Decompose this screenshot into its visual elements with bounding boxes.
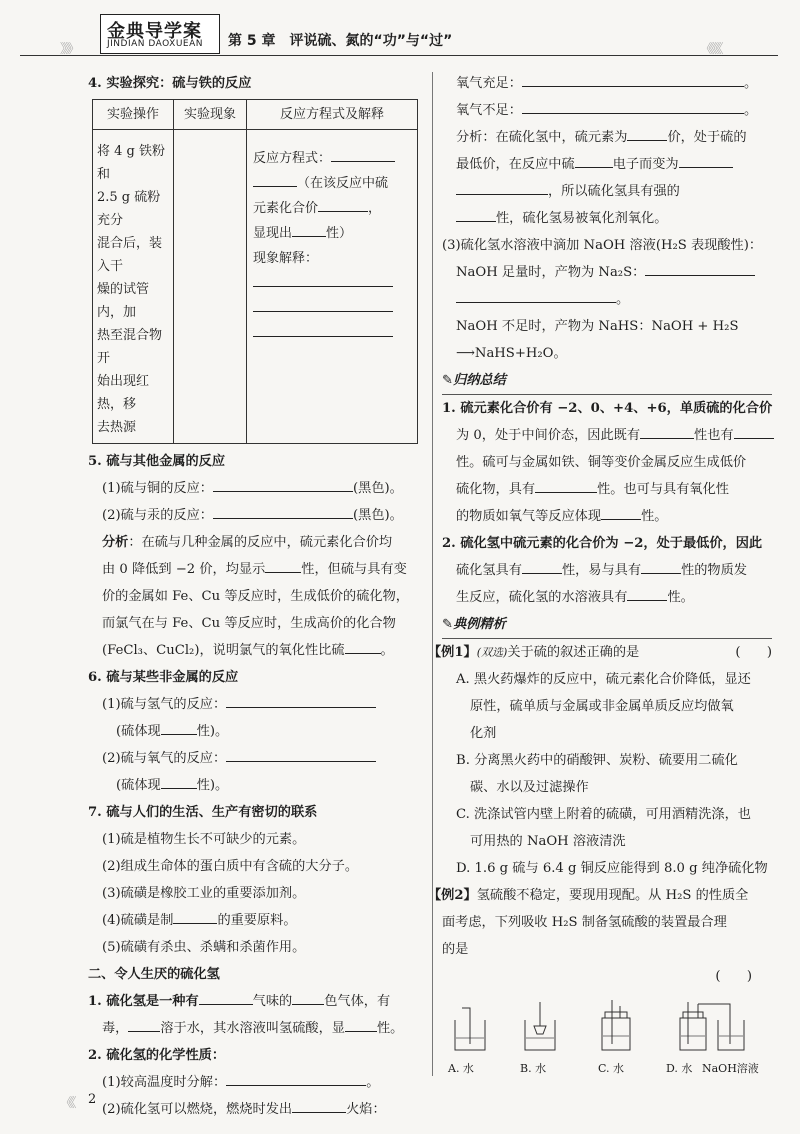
blank[interactable] (161, 720, 197, 735)
blank[interactable] (456, 207, 496, 222)
s7-item: 的重要原料。 (217, 913, 297, 928)
blank[interactable] (345, 639, 381, 654)
pen-icon: ✎ (442, 373, 454, 388)
answer-blank[interactable]: ( ) (735, 645, 772, 660)
summary-2: 生反应，硫化氢的水溶液具有 (456, 590, 628, 605)
blank[interactable] (627, 126, 667, 141)
header-chevron-left-icon: 》》》 (60, 42, 78, 57)
blank[interactable] (345, 1017, 377, 1032)
summary-1: 性也有 (694, 428, 734, 443)
o2-full: 氧气充足： (456, 76, 522, 91)
analysis-label: 分析 (102, 535, 129, 550)
s5-1-end: (黑色)。 (353, 481, 403, 496)
example-2-label: 【例2】 (428, 888, 477, 903)
op-line: 将 4 g 铁粉和 (97, 144, 165, 182)
option-a: 化剂 (470, 726, 497, 741)
apparatus-d (680, 1002, 744, 1050)
op-line: 燥的试管内，加 (97, 282, 150, 320)
example-1-question: 关于硫的叙述正确的是 (507, 645, 640, 660)
option-b: 碳、水以及过滤操作 (470, 780, 589, 795)
option-c[interactable]: C. 洗涤试管内壁上附着的硫磺，可用酒精洗涤，也 (456, 807, 751, 822)
blank[interactable] (292, 222, 326, 237)
example-2-question: 氢硫酸不稳定，要现用现配。从 H₂S 的性质全 (476, 888, 749, 903)
blank[interactable] (645, 261, 755, 276)
apparatus-b (525, 1002, 555, 1050)
p2-2: 2. 硫化氢的化学性质： (88, 1048, 226, 1063)
option-a-label: A. 水 (448, 1062, 474, 1075)
s7-item: (2)组成生命体的蛋白质中有含硫的大分子。 (102, 859, 359, 874)
h2s-naoh: 。 (616, 292, 630, 307)
blank[interactable] (253, 172, 297, 187)
h2s-naoh: NaOH 足量时，产物为 Na₂S： (456, 265, 646, 280)
p2-2-1: 。 (366, 1075, 380, 1090)
section-6-title: 6. 硫与某些非金属的反应 (88, 670, 239, 685)
part-2-title: 二、令人生厌的硫化氢 (88, 967, 220, 982)
summary-1: 的物质如氧气等反应体现 (456, 509, 602, 524)
chapter-title: 第 5 章 评说硫、氮的“功”与“过” (228, 33, 453, 49)
left-column (88, 70, 422, 1123)
blank[interactable] (522, 72, 744, 87)
op-line: 热至混合物开 (97, 328, 163, 366)
s7-item: (5)硫磺有杀虫、杀螨和杀菌作用。 (102, 940, 306, 955)
example-1-tag: (双选) (476, 646, 508, 659)
s6-2b: 性)。 (196, 778, 229, 793)
p2-2-2: (2)硫化氢可以燃烧，燃烧时发出 (102, 1102, 293, 1117)
s6-1b: 性)。 (196, 724, 229, 739)
eq-note: （在该反应中硫 (297, 176, 389, 191)
blank[interactable] (253, 297, 393, 312)
h2s-analysis: 价，处于硫的 (667, 130, 747, 145)
table-header-operation: 实验操作 (93, 100, 174, 130)
p2-1: 毒， (102, 1021, 129, 1036)
table-cell-phenomenon (174, 130, 247, 444)
option-a: 原性，硫单质与金属或非金属单质反应均做氧 (470, 699, 734, 714)
option-c-label: C. 水 (598, 1062, 625, 1075)
h2s-analysis: 最低价，在反应中硫 (456, 157, 575, 172)
s5-1: (1)硫与铜的反应： (102, 481, 213, 496)
blank[interactable] (535, 478, 597, 493)
s5-2: (2)硫与汞的反应： (102, 508, 213, 523)
p2-2-2: 火焰： (346, 1102, 386, 1117)
right-column (428, 70, 773, 990)
h2s-analysis: 电子而变为 (612, 157, 679, 172)
option-d[interactable]: D. 1.6 g 硫与 6.4 g 铜反应能得到 8.0 g 纯净硫化物 (456, 861, 768, 876)
page-number: 2 (88, 1092, 97, 1107)
option-b[interactable]: B. 分离黑火药中的硝酸钾、炭粉、硫要用二硫化 (456, 753, 738, 768)
blank[interactable] (522, 99, 744, 114)
blank[interactable] (292, 1098, 346, 1113)
blank[interactable] (226, 747, 376, 762)
p2-1: 溶于水，其水溶液叫氢硫酸，显 (160, 1021, 345, 1036)
apparatus-c (602, 1000, 630, 1050)
h2s-naoh: (3)硫化氢水溶液中滴加 NaOH 溶液(H₂S 表现酸性)： (442, 238, 763, 253)
o2-less: 氧气不足： (456, 103, 522, 118)
h2s-naoh: NaOH 不足时，产物为 NaHS：NaOH + H₂S (456, 319, 739, 334)
summary-2: 性，易与具有 (561, 563, 642, 578)
op-line: 2.5 g 硫粉充分 (97, 190, 161, 228)
blank[interactable] (173, 909, 217, 924)
blank[interactable] (213, 504, 353, 519)
op-line: 始出现红热，移 (97, 374, 150, 412)
s7-item: (3)硫磺是橡胶工业的重要添加剂。 (102, 886, 306, 901)
page-header (0, 0, 800, 64)
h2s-analysis: ，所以硫化氢具有强的 (548, 184, 680, 199)
blank[interactable] (734, 424, 774, 439)
option-b-label: B. 水 (520, 1062, 547, 1075)
analysis-text: 而氯气在与 Fe、Cu 等反应时，生成高价的化合物 (102, 616, 396, 631)
p2-2-1: (1)较高温度时分解： (102, 1075, 227, 1090)
option-d-label: D. 水 (666, 1062, 693, 1075)
p2-1: 色气体，有 (324, 994, 391, 1009)
summary-2: 2. 硫化氢中硫元素的化合价为 −2，处于最低价，因此 (442, 536, 763, 551)
blank[interactable] (199, 990, 253, 1005)
summary-2: 性的物质发 (681, 563, 747, 578)
s6-2b: (硫体现 (116, 778, 161, 793)
eq-note: 性） (326, 226, 353, 241)
eq-note: 元素化合价 (253, 201, 319, 216)
eq-label: 反应方程式： (253, 151, 332, 166)
summary-2: 性。 (667, 590, 694, 605)
s6-1b: (硫体现 (116, 724, 161, 739)
table-header-phenomenon: 实验现象 (174, 100, 247, 130)
op-line: 混合后，装入干 (97, 236, 163, 274)
option-a[interactable]: A. 黑火药爆炸的反应中，硫元素化合价降低，显还 (456, 672, 751, 687)
blank[interactable] (522, 559, 562, 574)
blank[interactable] (456, 288, 616, 303)
example-2-question: 面考虑，下列吸收 H₂S 制备氢硫酸的装置最合理 (442, 915, 727, 930)
blank[interactable] (627, 586, 667, 601)
summary-1: 性。也可与具有氧化性 (597, 482, 729, 497)
s6-1: (1)硫与氢气的反应： (102, 697, 227, 712)
header-chevron-right-icon: 《《《《 (700, 42, 721, 57)
header-rule (20, 55, 778, 56)
option-d-label-2: NaOH溶液 (702, 1062, 759, 1075)
blank[interactable] (318, 197, 368, 212)
op-line: 去热源 (97, 420, 137, 435)
blank[interactable] (456, 180, 548, 195)
blank[interactable] (601, 505, 641, 520)
analysis-text: ：在硫与几种金属的反应中，硫元素化合价均 (128, 535, 393, 550)
answer-blank[interactable]: ( ) (715, 969, 752, 984)
footer-chevron-icon: 《《 (60, 1096, 74, 1111)
s7-item: (1)硫是植物生长不可缺少的元素。 (102, 832, 306, 847)
summary-2: 硫化氢具有 (456, 563, 522, 578)
example-2-question: 的是 (442, 942, 469, 957)
eq-note: 显现出 (253, 226, 293, 241)
section-7-title: 7. 硫与人们的生活、生产有密切的联系 (88, 805, 318, 820)
o2-less: 。 (743, 103, 758, 118)
s6-2: (2)硫与氧气的反应： (102, 751, 227, 766)
h2s-naoh: ⟶NaHS+H₂O。 (456, 346, 567, 361)
summary-1: 性。硫可与金属如铁、铜等变价金属反应生成低价 (456, 455, 747, 470)
blank[interactable] (679, 153, 733, 168)
blank[interactable] (226, 693, 376, 708)
brand-subtitle: JINDIAN DAOXUEAN (107, 39, 203, 49)
p2-1: 气味的 (252, 994, 293, 1009)
summary-1: 硫化物，具有 (456, 482, 536, 497)
p2-1: 性。 (377, 1021, 404, 1036)
experiment-table (92, 99, 418, 444)
summary-1: 性。 (641, 509, 668, 524)
option-c: 可用热的 NaOH 溶液清洗 (470, 834, 626, 849)
analysis-text: 由 0 降低到 −2 价，均显示 (102, 562, 266, 577)
column-divider (432, 72, 433, 1076)
p2-1: 1. 硫化氢是一种有 (88, 994, 199, 1009)
brand-box (100, 14, 220, 54)
table-header-equation: 反应方程式及解释 (247, 100, 418, 130)
h2s-analysis: 性，硫化氢易被氧化剂氧化。 (496, 211, 668, 226)
blank[interactable] (641, 559, 681, 574)
s7-item: (4)硫磺是制 (102, 913, 174, 928)
blank[interactable] (253, 272, 393, 287)
analysis-text: 。 (380, 643, 394, 658)
apparatus-a (455, 1008, 485, 1050)
h2s-analysis: 分析：在硫化氢中，硫元素为 (456, 130, 628, 145)
example-1-label: 【例1】 (428, 645, 477, 660)
analysis-text: 性，但硫与具有变 (301, 562, 407, 577)
summary-heading: 归纳总结 (453, 373, 506, 388)
blank[interactable] (226, 1071, 366, 1086)
example-heading: 典例精析 (453, 617, 506, 632)
pen-icon: ✎ (442, 617, 454, 632)
table-cell-operation (93, 130, 174, 444)
blank[interactable] (331, 147, 395, 162)
blank[interactable] (128, 1017, 160, 1032)
blank[interactable] (575, 153, 613, 168)
brand-title: 金典导学案 (107, 21, 202, 42)
section-4-title: 4. 实验探究：硫与铁的反应 (88, 76, 252, 91)
analysis-text: (FeCl₃、CuCl₂)，说明氯气的氧化性比硫 (102, 643, 345, 658)
explain-label: 现象解释： (253, 251, 319, 266)
summary-1: 1. 硫元素化合价有 −2、0、+4、+6，单质硫的化合价 (442, 401, 773, 416)
blank[interactable] (265, 558, 301, 573)
section-5-title: 5. 硫与其他金属的反应 (88, 454, 226, 469)
blank[interactable] (213, 477, 353, 492)
blank[interactable] (161, 774, 197, 789)
analysis-text: 价的金属如 Fe、Cu 等反应时，生成低价的硫化物， (102, 589, 409, 604)
table-cell-equation: 反应方程式： （在该反应中硫 元素化合价 ， 显现出 性） 现象解释： (247, 130, 418, 444)
apparatus-options (440, 1000, 770, 1080)
s5-2-end: (黑色)。 (353, 508, 403, 523)
blank[interactable] (640, 424, 694, 439)
blank[interactable] (253, 322, 393, 337)
o2-full: 。 (743, 76, 758, 91)
blank[interactable] (292, 990, 324, 1005)
summary-1: 为 0，处于中间价态，因此既有 (456, 428, 641, 443)
